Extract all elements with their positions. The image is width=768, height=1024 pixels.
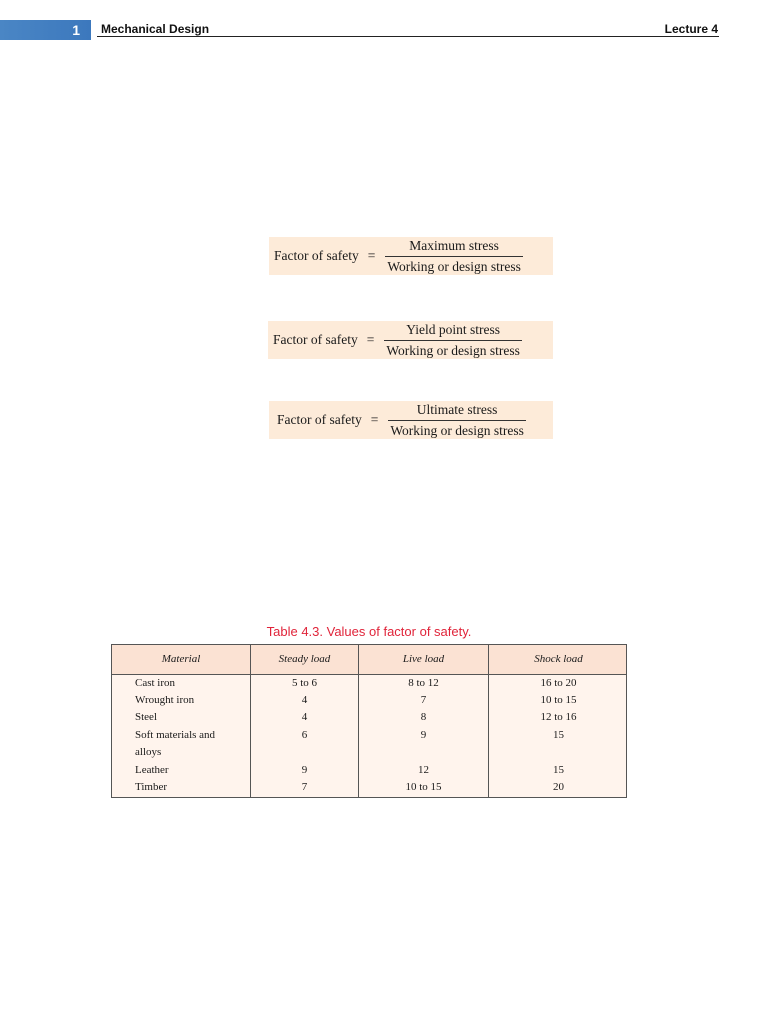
cell-live-load: 7: [420, 694, 427, 706]
table-row: [112, 779, 626, 796]
lecture-label: Lecture 4: [664, 22, 718, 36]
cell-live-load: 10 to 15: [405, 781, 442, 793]
cell-live-load: 8: [420, 711, 427, 723]
equation-ultimate-stress: [269, 401, 553, 439]
numerator: Ultimate stress: [416, 401, 498, 417]
cell-material: Steel: [135, 711, 157, 723]
header-steady-load: Steady load: [278, 653, 331, 665]
cell-steady-load: 6: [301, 729, 308, 741]
course-title: Mechanical Design: [101, 22, 210, 36]
cell-shock-load: 16 to 20: [540, 677, 577, 689]
fraction: [384, 322, 522, 359]
page-number-badge: 1: [0, 20, 91, 40]
equals-sign: =: [366, 332, 375, 347]
denominator: Working or design stress: [390, 422, 524, 438]
header-material: Material: [161, 653, 201, 665]
cell-live-load: 12: [418, 764, 429, 776]
fraction: [388, 402, 526, 439]
table-row: [112, 762, 626, 779]
cell-material: Soft materials and: [135, 729, 216, 741]
cell-shock-load: 10 to 15: [540, 694, 577, 706]
table-row: [112, 727, 626, 744]
cell-shock-load: 15: [553, 729, 564, 741]
cell-steady-load: 5 to 6: [291, 677, 318, 689]
cell-live-load: 9: [420, 729, 427, 741]
equals-sign: =: [370, 412, 379, 427]
cell-material: Cast iron: [135, 677, 176, 689]
cell-shock-load: 12 to 16: [540, 711, 577, 723]
header-shock-load: Shock load: [534, 653, 583, 665]
equals-sign: =: [367, 248, 376, 263]
cell-live-load: 8 to 12: [408, 677, 439, 689]
numerator: Maximum stress: [409, 237, 499, 253]
fraction: [385, 238, 523, 275]
table-caption: Table 4.3. Values of factor of safety.: [266, 624, 472, 639]
equation-lhs: Factor of safety: [277, 412, 362, 427]
cell-steady-load: 9: [301, 764, 308, 776]
cell-shock-load: 20: [553, 781, 564, 793]
cell-material: Timber: [135, 781, 167, 793]
cell-material: Leather: [135, 764, 169, 776]
cell-steady-load: 4: [301, 694, 308, 706]
cell-material: Wrought iron: [135, 694, 195, 706]
denominator: Working or design stress: [386, 342, 520, 358]
equation-lhs: Factor of safety: [273, 332, 358, 347]
cell-shock-load: 15: [553, 764, 564, 776]
equation-max-stress: [269, 237, 553, 275]
table-row: [112, 709, 626, 726]
table-row: [112, 692, 626, 709]
header-live-load: Live load: [402, 653, 445, 665]
denominator: Working or design stress: [387, 258, 521, 274]
cell-material: alloys: [135, 746, 162, 758]
cell-steady-load: 4: [301, 711, 308, 723]
equation-yield-stress: [268, 321, 553, 359]
cell-steady-load: 7: [301, 781, 308, 793]
table-row: [112, 744, 626, 761]
header-rule: [97, 36, 719, 37]
numerator: Yield point stress: [406, 321, 500, 337]
factor-of-safety-table: [111, 644, 627, 798]
equation-lhs: Factor of safety: [274, 248, 359, 263]
table-row: [112, 675, 626, 692]
